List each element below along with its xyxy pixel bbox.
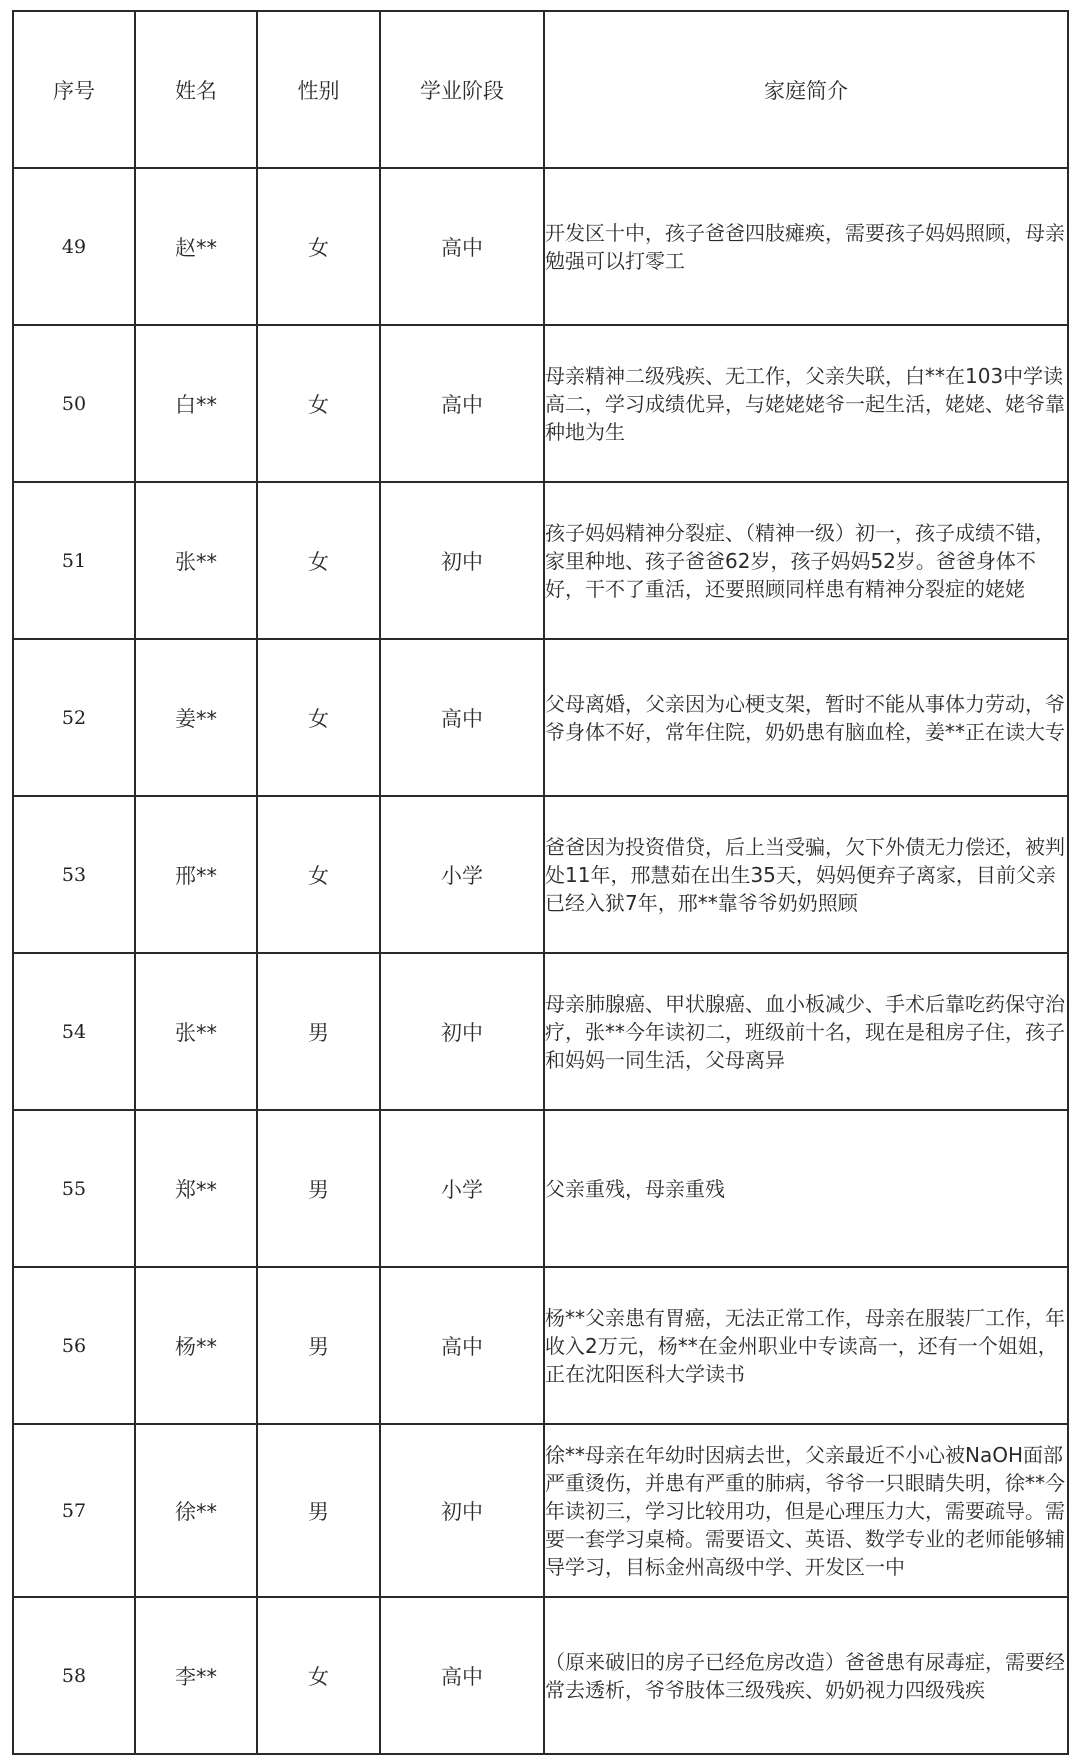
cell-index: 56 <box>13 1267 135 1424</box>
cell-gender: 男 <box>257 1110 380 1267</box>
cell-gender: 女 <box>257 639 380 796</box>
cell-name: 邢** <box>135 796 257 953</box>
header-background: 家庭简介 <box>544 11 1068 168</box>
cell-stage: 初中 <box>380 482 544 639</box>
cell-stage: 高中 <box>380 639 544 796</box>
cell-name: 赵** <box>135 168 257 325</box>
cell-index: 49 <box>13 168 135 325</box>
cell-background: 母亲肺腺癌、甲状腺癌、血小板减少、手术后靠吃药保守治疗，张**今年读初二，班级前十名，现在是租房子住，孩子和妈妈一同生活，父母离异 <box>544 953 1068 1110</box>
cell-background: 父亲重残，母亲重残 <box>544 1110 1068 1267</box>
cell-index: 52 <box>13 639 135 796</box>
header-stage: 学业阶段 <box>380 11 544 168</box>
header-gender: 性别 <box>257 11 380 168</box>
cell-gender: 男 <box>257 1424 380 1597</box>
cell-index: 50 <box>13 325 135 482</box>
cell-index: 55 <box>13 1110 135 1267</box>
cell-name: 张** <box>135 482 257 639</box>
table-row <box>13 482 1068 639</box>
cell-name: 张** <box>135 953 257 1110</box>
cell-stage: 初中 <box>380 953 544 1110</box>
header-index: 序号 <box>13 11 135 168</box>
cell-background: 父母离婚，父亲因为心梗支架，暂时不能从事体力劳动，爷爷身体不好，常年住院，奶奶患有脑血栓，姜**正在读大专 <box>544 639 1068 796</box>
cell-gender: 女 <box>257 325 380 482</box>
cell-stage: 高中 <box>380 1267 544 1424</box>
cell-index: 53 <box>13 796 135 953</box>
table-row <box>13 168 1068 325</box>
cell-index: 54 <box>13 953 135 1110</box>
student-family-table <box>12 10 1069 1755</box>
cell-background: 杨**父亲患有胃癌，无法正常工作，母亲在服装厂工作，年收入2万元，杨**在金州职业中专读高一，还有一个姐姐，正在沈阳医科大学读书 <box>544 1267 1068 1424</box>
cell-stage: 高中 <box>380 325 544 482</box>
cell-name: 姜** <box>135 639 257 796</box>
cell-name: 杨** <box>135 1267 257 1424</box>
cell-name: 徐** <box>135 1424 257 1597</box>
cell-background: 开发区十中，孩子爸爸四肢瘫痪，需要孩子妈妈照顾，母亲勉强可以打零工 <box>544 168 1068 325</box>
cell-background: 爸爸因为投资借贷，后上当受骗，欠下外债无力偿还，被判处11年，邢慧茹在出生35天，妈妈便弃子离家，目前父亲已经入狱7年，邢**靠爷爷奶奶照顾 <box>544 796 1068 953</box>
cell-stage: 高中 <box>380 168 544 325</box>
cell-stage: 高中 <box>380 1597 544 1754</box>
header-row <box>13 11 1068 168</box>
cell-stage: 小学 <box>380 796 544 953</box>
table-row <box>13 1267 1068 1424</box>
cell-gender: 男 <box>257 1267 380 1424</box>
table-row <box>13 953 1068 1110</box>
table-row <box>13 325 1068 482</box>
table-row <box>13 796 1068 953</box>
cell-name: 李** <box>135 1597 257 1754</box>
table-row <box>13 1424 1068 1597</box>
cell-background: 孩子妈妈精神分裂症、（精神一级）初一，孩子成绩不错，家里种地、孩子爸爸62岁，孩子妈妈52岁。爸爸身体不好，干不了重活，还要照顾同样患有精神分裂症的姥姥 <box>544 482 1068 639</box>
cell-background: 徐**母亲在年幼时因病去世，父亲最近不小心被NaOH面部严重烫伤，并患有严重的肺病，爷爷一只眼睛失明，徐**今年读初三，学习比较用功，但是心理压力大，需要疏导。需要一套学习桌椅。需要语文、英语、数学专业的老师能够辅导学习，目标金州高级中学、开发区一中 <box>544 1424 1068 1597</box>
table-row <box>13 1597 1068 1754</box>
cell-index: 58 <box>13 1597 135 1754</box>
cell-index: 51 <box>13 482 135 639</box>
cell-name: 白** <box>135 325 257 482</box>
cell-stage: 初中 <box>380 1424 544 1597</box>
header-name: 姓名 <box>135 11 257 168</box>
cell-name: 郑** <box>135 1110 257 1267</box>
cell-gender: 男 <box>257 953 380 1110</box>
cell-gender: 女 <box>257 1597 380 1754</box>
cell-gender: 女 <box>257 482 380 639</box>
cell-gender: 女 <box>257 796 380 953</box>
cell-index: 57 <box>13 1424 135 1597</box>
cell-background: （原来破旧的房子已经危房改造）爸爸患有尿毒症，需要经常去透析，爷爷肢体三级残疾、奶奶视力四级残疾 <box>544 1597 1068 1754</box>
cell-background: 母亲精神二级残疾、无工作，父亲失联，白**在103中学读高二，学习成绩优异，与姥姥姥爷一起生活，姥姥、姥爷靠种地为生 <box>544 325 1068 482</box>
cell-gender: 女 <box>257 168 380 325</box>
table-row <box>13 1110 1068 1267</box>
table-row <box>13 639 1068 796</box>
cell-stage: 小学 <box>380 1110 544 1267</box>
